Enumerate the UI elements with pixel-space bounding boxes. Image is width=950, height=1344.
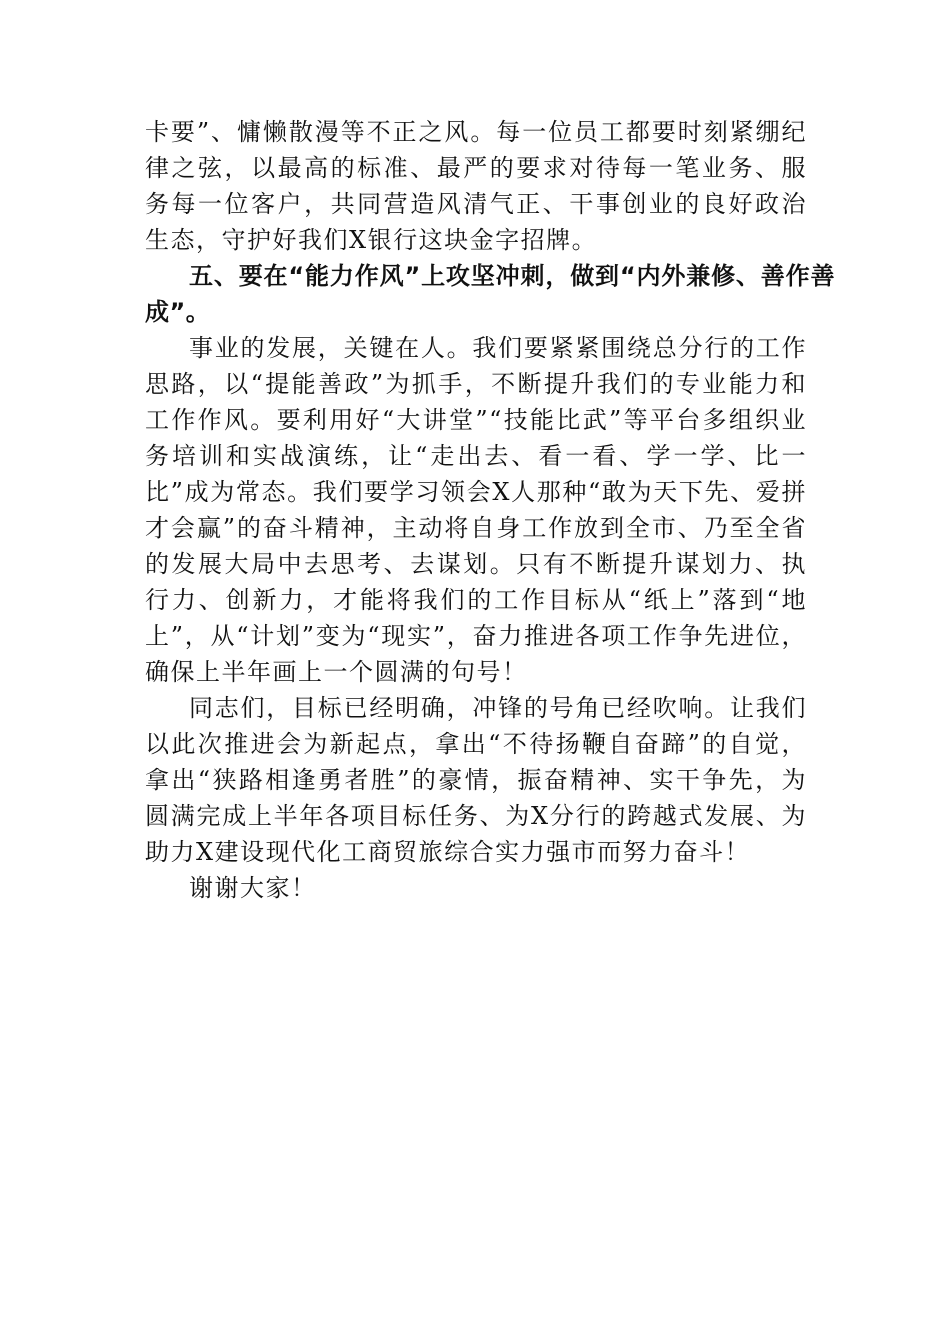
paragraph-body-1: 事业的发展，关键在人。我们要紧紧围绕总分行的工作思路，以“提能善政”为抓手，不断提升我们的专业能力和工作作风。要利用好“大讲堂”“技能比武”等平台多组织业务培训和实战演练，让“走出去、看一看、学一学、比一比”成为常态。我们要学习领会X人那种“敢为天下先、爱拼才会赢”的奋斗精神，主动将自身工作放到全市、乃至全省的发展大局中去思考、去谋划。只有不断提升谋划力、执行力、创新力，才能将我们的工作目标从“纸上”落到“地上”，从“计划”变为“现实”，奋力推进各项工作争先进位，确保上半年画上一个圆满的句号！ [145,334,807,686]
document-body [145,114,835,906]
paragraph-body-2: 同志们，目标已经明确，冲锋的号角已经吹响。让我们以此次推进会为新起点，拿出“不待扬鞭自奋蹄”的自觉，拿出“狭路相逢勇者胜”的豪情，振奋精神、实干争先，为圆满完成上半年各项目标任务、为X分行的跨越式发展、为助力X建设现代化工商贸旅综合实力强市而努力奋斗！ [145,694,807,866]
paragraph-closing: 谢谢大家！ [189,874,317,902]
paragraph-continuation: 卡要”、慵懒散漫等不正之风。每一位员工都要时刻紧绷纪律之弦，以最高的标准、最严的要求对待每一笔业务、服务每一位客户，共同营造风清气正、干事创业的良好政治生态，守护好我们X银行这块金字招牌。 [145,118,807,254]
section-heading-5: 五、要在“能力作风”上攻坚冲刺，做到“内外兼修、善作善成”。 [145,262,835,326]
